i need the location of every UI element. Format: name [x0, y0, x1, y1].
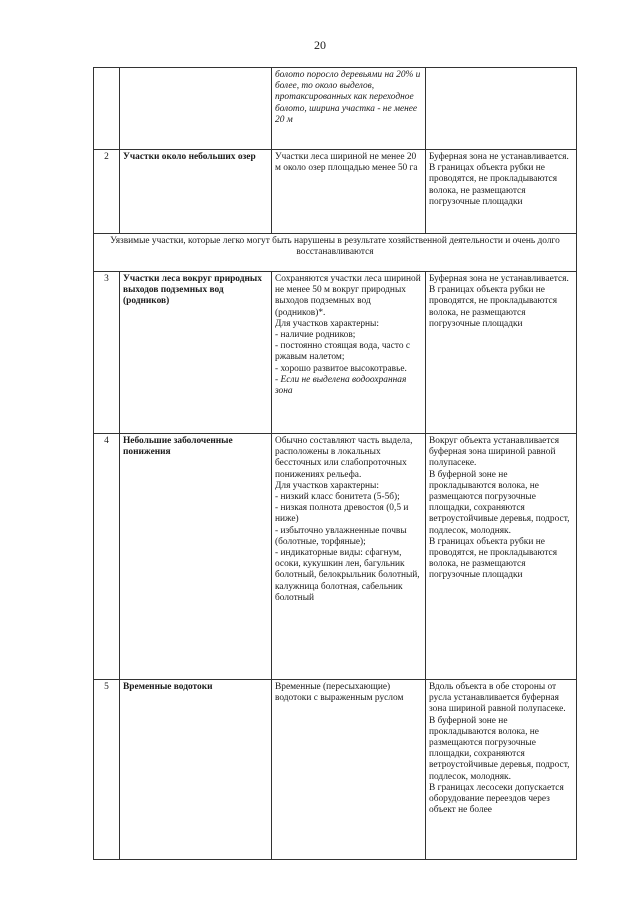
description-cell: [272, 68, 426, 150]
measures-paragraph: В границах лесосеки допускается оборудование переездов через объект не более: [429, 782, 564, 816]
description-paragraph: - Если не выделена водоохранная зона: [275, 374, 407, 397]
table-row: [94, 680, 577, 860]
description-paragraph: Обычно составляют часть выдела, расположены в локальных бессточных или слабопроточных понижениях рельефа.: [275, 436, 413, 480]
measures-paragraph: В границах объекта рубки не проводятся, не прокладываются волока, не размещаются погрузочные площадки: [429, 163, 558, 207]
row-number-cell: 4: [94, 434, 120, 680]
description-cell: [272, 434, 426, 680]
table-row: [94, 272, 577, 434]
page-number: 20: [314, 38, 326, 52]
table-row: [94, 434, 577, 680]
description-cell: [272, 680, 426, 860]
table-row: [94, 68, 577, 150]
measures-paragraph: В буферной зоне не прокладываются волока, не размещаются погрузочные площадки, сохраняются ветроустойчивые деревья, подрост, подлесок, молодняк.: [429, 469, 570, 536]
description-paragraph: - избыточно увлажненные почвы (болотные, торфяные);: [275, 525, 407, 547]
measures-paragraph: В границах объекта рубки не проводятся, не прокладываются волока, не размещаются погрузочные площадки: [429, 536, 558, 581]
table-row: [94, 150, 577, 234]
description-paragraph: - низкий класс бонитета (5-5б);: [275, 492, 400, 503]
description-paragraph: - хорошо развитое высокотравье.: [275, 363, 407, 374]
measures-cell: [426, 680, 577, 860]
measures-paragraph: Буферная зона не устанавливается.: [429, 274, 569, 284]
table-row: [94, 234, 577, 272]
measures-paragraph: В буферной зоне не прокладываются волока, не размещаются погрузочные площадки, сохраняются ветроустойчивые деревья, подрост, подлесок, молодняк.: [429, 715, 570, 782]
description-paragraph: Сохраняются участки леса шириной не менее 50 м вокруг природных выходов подземных вод (родников)*.: [275, 274, 421, 318]
measures-paragraph: Вокруг объекта устанавливается буферная зона шириной равной полупасеке.: [429, 436, 560, 469]
row-number-cell: 3: [94, 272, 120, 434]
object-name-cell: Небольшие заболоченные понижения: [120, 434, 272, 680]
object-name-cell: Участки леса вокруг природных выходов подземных вод (родников): [120, 272, 272, 434]
measures-paragraph: Буферная зона не устанавливается.: [429, 152, 569, 162]
row-number-cell: [94, 68, 120, 150]
description-paragraph: - низкая полнота древостоя (0,5 и ниже): [275, 503, 409, 525]
section-heading-cell: Уязвимые участки, которые легко могут быть нарушены в результате хозяйственной деятельности и очень долго восстанавливаются: [94, 234, 577, 272]
object-name-cell: Участки около небольших озер: [120, 150, 272, 234]
description-paragraph: - постоянно стоящая вода, часто с ржавым налетом;: [275, 341, 411, 363]
row-number-cell: 5: [94, 680, 120, 860]
row-number-cell: 2: [94, 150, 120, 234]
object-name-cell: [120, 68, 272, 150]
measures-paragraph: Вдоль объекта в обе стороны от русла устанавливается буферная зона шириной равной полупасеке.: [429, 682, 566, 715]
description-paragraph: Временные (пересыхающие) водотоки с выраженным руслом: [275, 682, 404, 704]
description-cell: [272, 272, 426, 434]
description-paragraph: Для участков характерны:: [275, 318, 379, 329]
table-body: [94, 68, 577, 860]
description-paragraph: - индикаторные виды: сфагнум, осоки, кукушкин лен, багульник болотный, белокрыльник болотный, калужница болотная, сабельник болотный: [275, 548, 420, 603]
measures-cell: [426, 68, 577, 150]
measures-cell: [426, 272, 577, 434]
description-paragraph: - наличие родников;: [275, 330, 356, 341]
measures-cell: [426, 150, 577, 234]
measures-paragraph: В границах объекта рубки не проводятся, не прокладываются волока, не размещаются погрузочные площадки: [429, 285, 558, 329]
description-paragraph: болото поросло деревьями на 20% и более, то около выделов, протаксированных как переходное болото, ширина участка - не менее 20 м: [275, 70, 421, 125]
object-name-cell: Временные водотоки: [120, 680, 272, 860]
description-cell: [272, 150, 426, 234]
measures-cell: [426, 434, 577, 680]
description-paragraph: Участки леса шириной не менее 20 м около озер площадью менее 50 га: [275, 152, 418, 174]
description-paragraph: Для участков характерны:: [275, 480, 379, 491]
requirements-table: [93, 67, 577, 860]
